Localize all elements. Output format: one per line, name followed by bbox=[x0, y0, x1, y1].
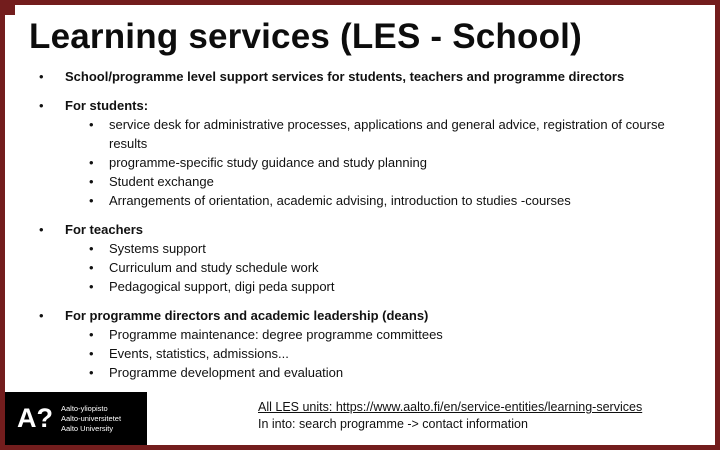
slide-body bbox=[5, 67, 701, 382]
footer-note: In into: search programme -> contact information bbox=[258, 417, 528, 431]
sub-bullet-item bbox=[89, 363, 701, 382]
logo-line: Aalto-yliopisto bbox=[61, 403, 108, 413]
aalto-logo-text bbox=[61, 404, 121, 434]
bullet-icon: • bbox=[39, 69, 44, 84]
bullet-icon: • bbox=[89, 365, 94, 380]
sub-bullet-text: Curriculum and study schedule work bbox=[109, 260, 319, 275]
les-units-link[interactable]: All LES units: https://www.aalto.fi/en/service-entities/learning-services bbox=[258, 400, 643, 414]
slide-title: Learning services (LES - School) bbox=[29, 17, 582, 56]
bullet-text: For programme directors and academic leadership (deans) bbox=[65, 308, 429, 323]
sub-bullet-text: Systems support bbox=[109, 241, 206, 256]
sub-bullet-item bbox=[89, 277, 701, 296]
sub-bullet-item bbox=[89, 191, 701, 210]
sub-bullet-item bbox=[89, 344, 701, 363]
bullet-item bbox=[39, 96, 701, 115]
corner-accent bbox=[0, 0, 15, 15]
sub-bullet-item bbox=[89, 258, 701, 277]
bullet-icon: • bbox=[89, 346, 94, 361]
bullet-group bbox=[5, 220, 701, 296]
bullet-text: For students: bbox=[65, 98, 149, 113]
logo-line: Aalto-universitetet bbox=[61, 413, 122, 423]
bullet-icon: • bbox=[39, 308, 44, 323]
bullet-icon: • bbox=[89, 193, 94, 208]
bullet-item bbox=[39, 220, 701, 239]
bullet-icon: • bbox=[89, 117, 94, 132]
bullet-icon: • bbox=[89, 174, 94, 189]
bullet-group bbox=[5, 96, 701, 210]
bullet-group bbox=[5, 67, 701, 86]
bullet-icon: • bbox=[89, 260, 94, 275]
sub-bullet-text: Programme development and evaluation bbox=[109, 365, 344, 380]
bullet-text: School/programme level support services for students, teachers and programme directors bbox=[65, 69, 625, 84]
sub-bullet-text: service desk for administrative processes, applications and general advice, registration of course results bbox=[109, 117, 665, 151]
sub-bullet-item bbox=[89, 325, 701, 344]
bullet-icon: • bbox=[89, 327, 94, 342]
sub-bullet-item bbox=[89, 115, 701, 153]
sub-bullet-text: Student exchange bbox=[109, 174, 214, 189]
bullet-icon: • bbox=[89, 241, 94, 256]
sub-bullet-text: Events, statistics, admissions... bbox=[109, 346, 289, 361]
footer bbox=[258, 399, 642, 433]
bullet-item bbox=[39, 306, 701, 325]
sub-bullet-item bbox=[89, 153, 701, 172]
bullet-group bbox=[5, 306, 701, 382]
bullet-item bbox=[39, 67, 701, 86]
sub-bullet-text: programme-specific study guidance and study planning bbox=[109, 155, 427, 170]
sub-bullet-text: Programme maintenance: degree programme committees bbox=[109, 327, 443, 342]
bullet-icon: • bbox=[89, 279, 94, 294]
sub-bullet-text: Pedagogical support, digi peda support bbox=[109, 279, 335, 294]
aalto-logo bbox=[5, 392, 147, 445]
logo-line: Aalto University bbox=[61, 423, 114, 433]
bullet-icon: • bbox=[39, 98, 44, 113]
sub-bullet-text: Arrangements of orientation, academic advising, introduction to studies -courses bbox=[109, 193, 571, 208]
sub-bullet-item bbox=[89, 172, 701, 191]
bullet-icon: • bbox=[89, 155, 94, 170]
sub-bullet-item bbox=[89, 239, 701, 258]
aalto-logo-mark: A? bbox=[17, 403, 53, 433]
bullet-icon: • bbox=[39, 222, 44, 237]
bullet-text: For teachers bbox=[65, 222, 144, 237]
